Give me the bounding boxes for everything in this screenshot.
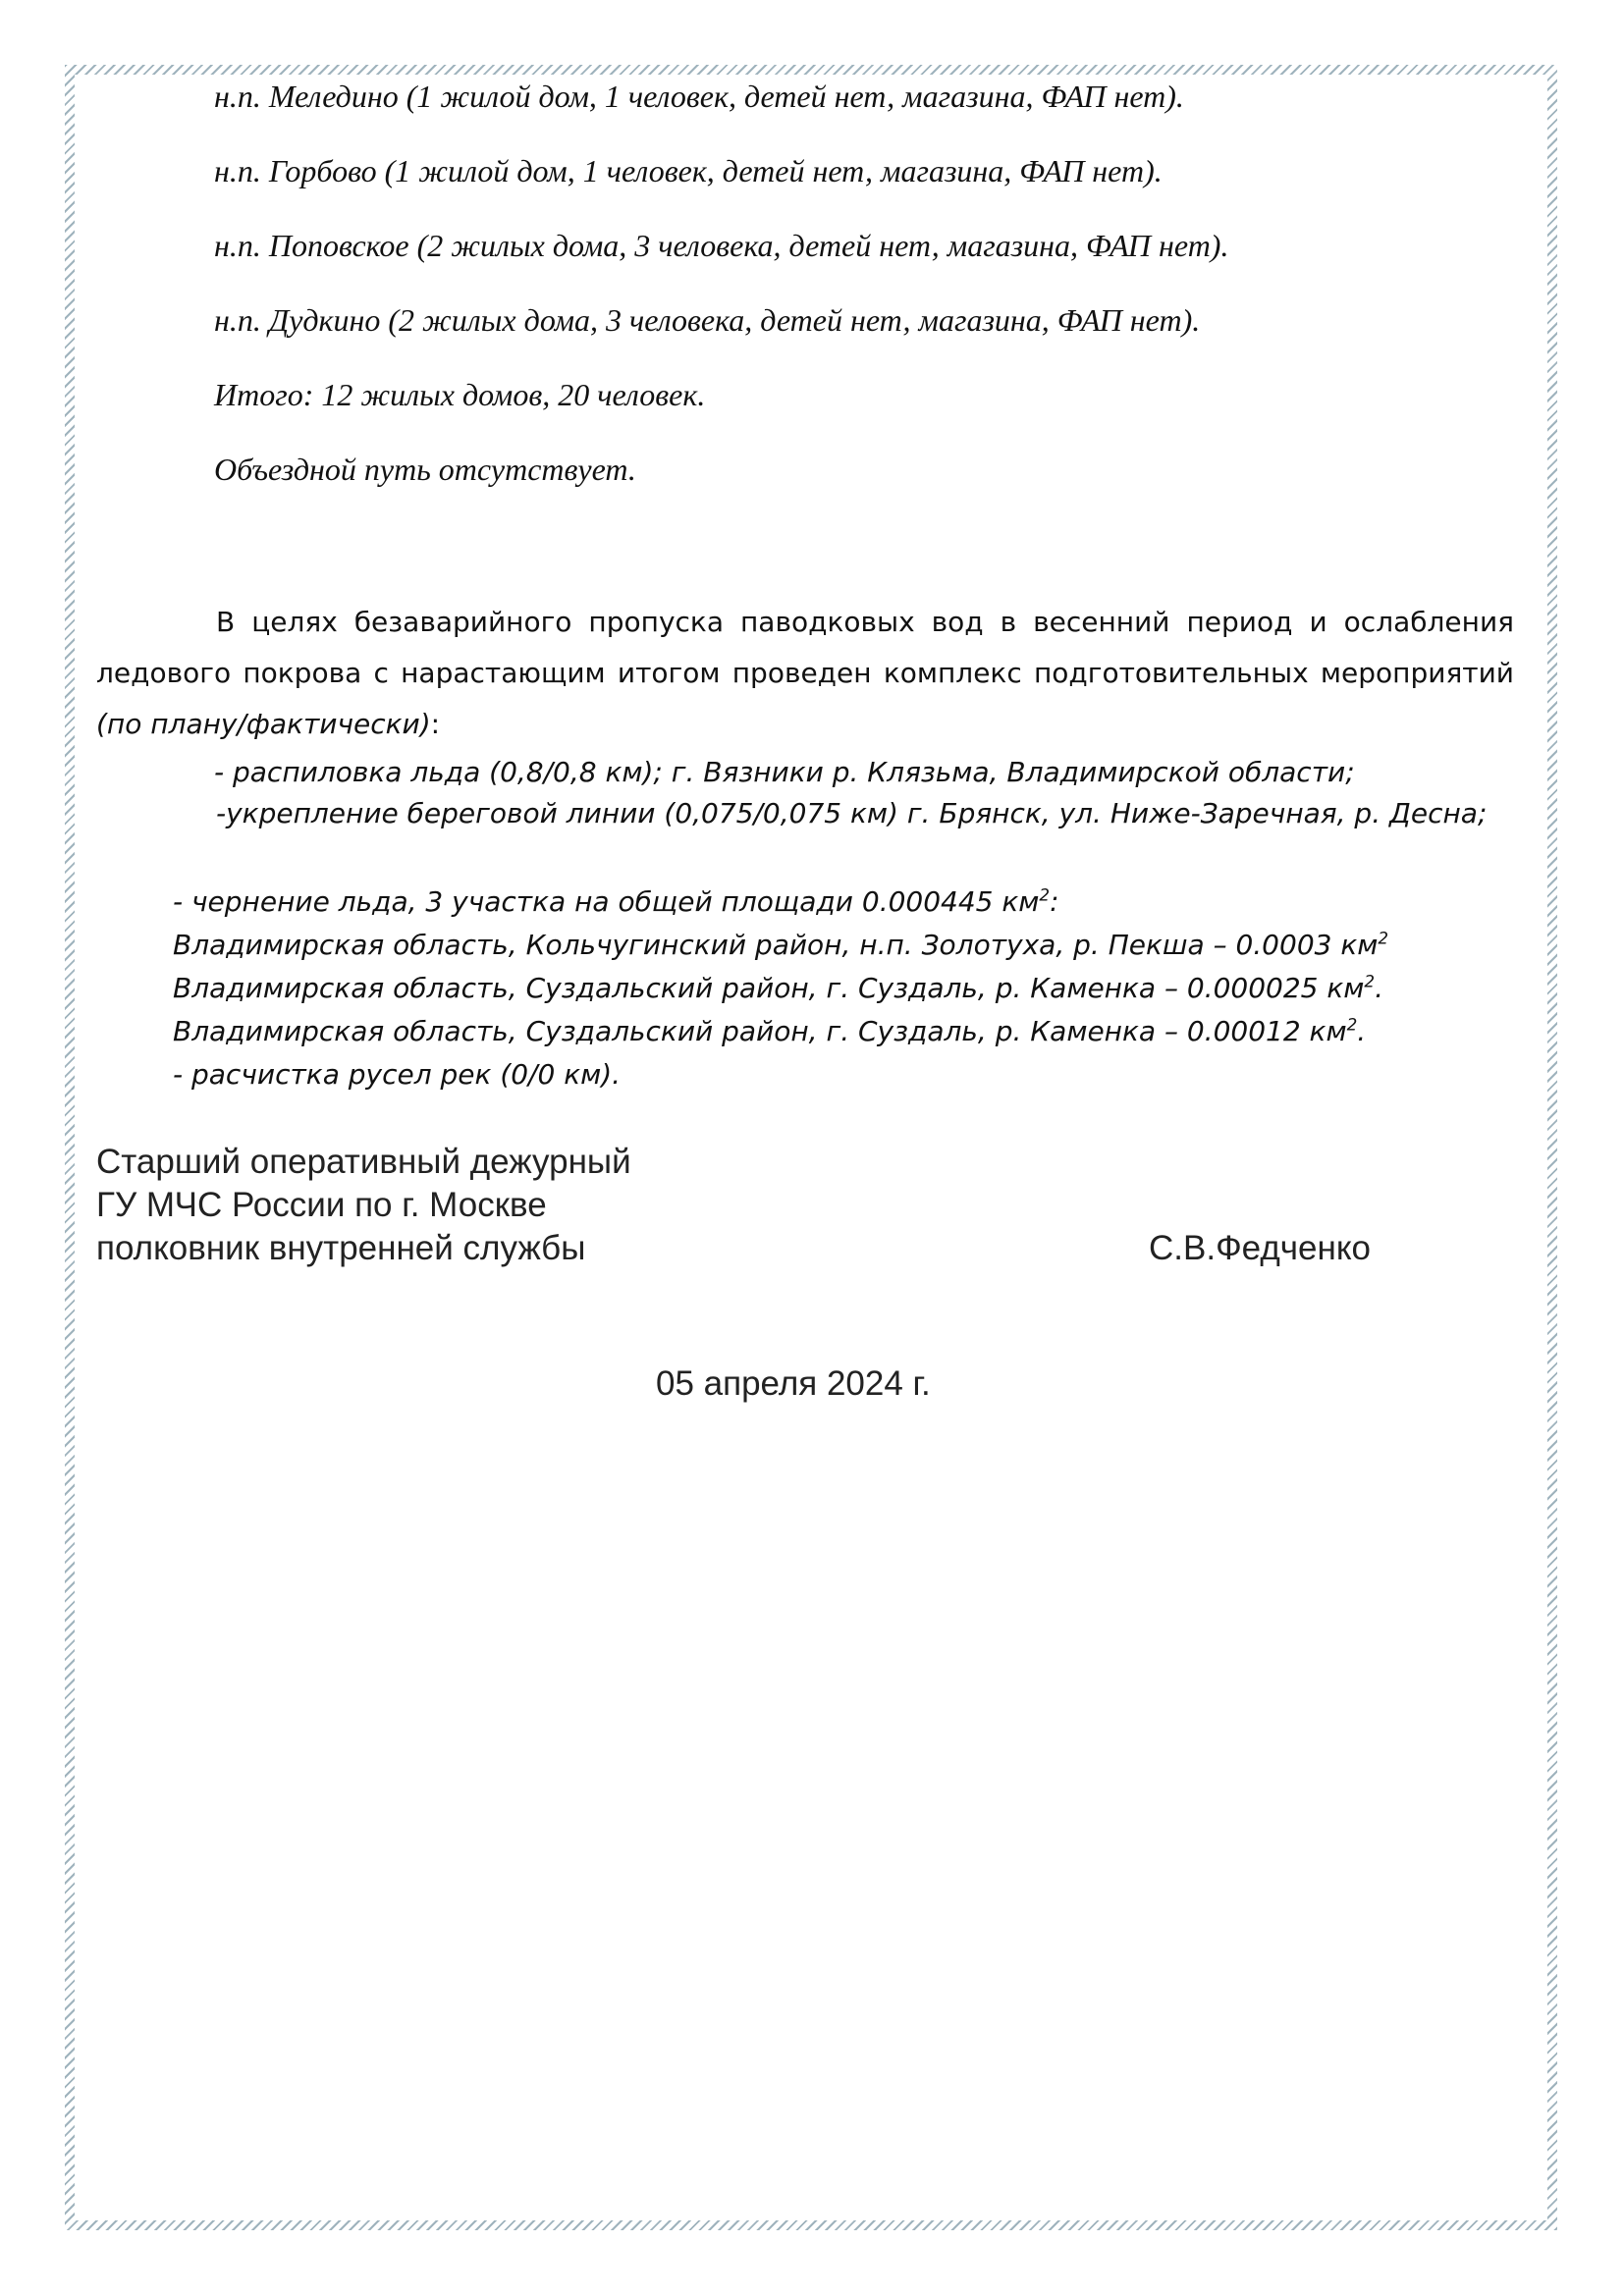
measure-bank: -укрепление береговой линии (0,075/0,075 км) г. Брянск, ул. Ниже-Заречная, р. Десна; xyxy=(216,797,1488,829)
settlement-line: н.п. Поповское (2 жилых дома, 3 человека, детей нет, магазина, ФАП нет). xyxy=(214,228,1229,263)
blackening-text: - чернение льда, 3 участка на общей площади 0.000445 км xyxy=(173,885,1040,918)
intro-end: : xyxy=(430,708,441,740)
superscript: 2 xyxy=(1346,1014,1358,1035)
signer-position-2: ГУ МЧС России по г. Москве xyxy=(96,1186,547,1224)
measure-blackening xyxy=(173,885,1059,918)
signer-position-1: Старший оперативный дежурный xyxy=(96,1143,631,1181)
site-end: . xyxy=(1375,972,1383,1004)
superscript: 2 xyxy=(1364,971,1376,991)
settlement-line: н.п. Меледино (1 жилой дом, 1 человек, детей нет, магазина, ФАП нет). xyxy=(214,79,1184,114)
intro-text: В целях безаварийного пропуска паводковых вод в весенний период и ослабления ледового покрова с нарастающим итогом проведен комплекс подготовительных мероприятий xyxy=(96,606,1514,689)
measure-clearing: - расчистка русел рек (0/0 км). xyxy=(173,1058,622,1091)
signer-name: С.В.Федченко xyxy=(1149,1229,1371,1267)
blackening-end: : xyxy=(1050,885,1059,918)
measures-intro xyxy=(96,597,1514,750)
site-line xyxy=(173,972,1383,1004)
site-end: . xyxy=(1357,1015,1367,1047)
total-line: Итого: 12 жилых домов, 20 человек. xyxy=(214,377,706,412)
settlement-line: н.п. Дудкино (2 жилых дома, 3 человека, детей нет, магазина, ФАП нет). xyxy=(214,302,1201,338)
site-text: Владимирская область, Суздальский район, г. Суздаль, р. Каменка – 0.000025 км xyxy=(173,972,1365,1004)
site-line xyxy=(173,929,1388,961)
site-text: Владимирская область, Суздальский район, г. Суздаль, р. Каменка – 0.00012 км xyxy=(173,1015,1347,1047)
site-line xyxy=(173,1015,1366,1047)
superscript: 2 xyxy=(1378,928,1389,948)
bypass-line: Объездной путь отсутствует. xyxy=(214,452,636,487)
site-text: Владимирская область, Кольчугинский район, н.п. Золотуха, р. Пекша – 0.0003 км xyxy=(173,929,1379,961)
signer-position-3: полковник внутренней службы xyxy=(96,1229,586,1267)
document-date: 05 апреля 2024 г. xyxy=(656,1364,931,1403)
superscript: 2 xyxy=(1039,884,1051,905)
measure-sawing: - распиловка льда (0,8/0,8 км); г. Вязники р. Клязьма, Владимирской области; xyxy=(214,756,1355,788)
settlement-line: н.п. Горбово (1 жилой дом, 1 человек, детей нет, магазина, ФАП нет). xyxy=(214,153,1163,188)
intro-italic: (по плану/фактически) xyxy=(96,708,431,740)
